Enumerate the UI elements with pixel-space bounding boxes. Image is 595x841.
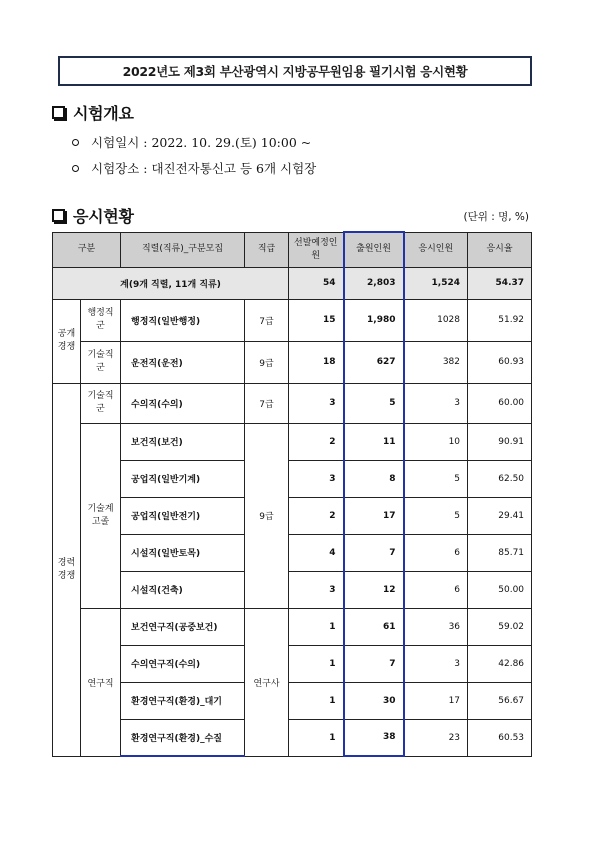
row-job: 수의연구직(수의) [121,645,245,682]
table-row [53,534,532,571]
section-overview-heading: 시험개요 [73,104,134,123]
header-rate: 응시율 [468,232,532,267]
header-plan: 선발예정인원 [289,232,344,267]
total-attended: 1,524 [404,267,468,299]
section-status [52,204,134,227]
row-plan: 3 [289,460,344,497]
circle-bullet-icon [72,139,79,146]
row-attended: 17 [404,682,468,719]
total-label: 계(9개 직렬, 11개 직류) [53,267,289,299]
row-applied: 8 [344,460,404,497]
row-rate: 56.67 [468,682,532,719]
table-row [53,383,532,423]
row-job: 환경연구직(환경)_대기 [121,682,245,719]
row-job: 공업직(일반기계) [121,460,245,497]
header-grade: 직급 [245,232,289,267]
row-applied: 7 [344,645,404,682]
row-applied: 30 [344,682,404,719]
row-applied: 7 [344,534,404,571]
group-tech: 기술직군 [81,341,121,383]
total-rate: 54.37 [468,267,532,299]
table-total-row [53,267,532,299]
row-attended: 23 [404,719,468,756]
row-rate: 60.00 [468,383,532,423]
row-applied: 38 [344,719,404,756]
group-tech2: 기술직군 [81,383,121,423]
unit-note: (단위 : 명, %) [463,211,529,223]
group-career: 경력경쟁 [53,383,81,756]
row-attended: 6 [404,571,468,608]
table-row [53,719,532,756]
checkbox-square-icon [52,106,65,119]
row-rate: 29.41 [468,497,532,534]
row-rate: 60.93 [468,341,532,383]
row-job: 시설직(건축) [121,571,245,608]
total-plan: 54 [289,267,344,299]
circle-bullet-icon [72,165,79,172]
table-row [53,460,532,497]
row-plan: 15 [289,299,344,341]
total-applied: 2,803 [344,267,404,299]
row-attended: 1028 [404,299,468,341]
row-plan: 1 [289,645,344,682]
header-applied: 출원인원 [344,232,404,267]
row-applied: 627 [344,341,404,383]
row-grade: 9급 [245,423,289,608]
section-status-heading: 응시현황 [73,207,134,226]
row-job: 시설직(일반토목) [121,534,245,571]
row-attended: 3 [404,645,468,682]
row-job: 보건직(보건) [121,423,245,460]
row-rate: 50.00 [468,571,532,608]
row-rate: 42.86 [468,645,532,682]
group-admin: 행정직군 [81,299,121,341]
bullet-exam-date-text: 시험일시 : 2022. 10. 29.(토) 10:00 ~ [91,135,312,150]
row-rate: 51.92 [468,299,532,341]
row-grade: 7급 [245,299,289,341]
row-plan: 1 [289,608,344,645]
row-plan: 2 [289,423,344,460]
row-applied: 61 [344,608,404,645]
bullet-exam-date [72,133,311,151]
row-plan: 18 [289,341,344,383]
row-applied: 5 [344,383,404,423]
row-plan: 1 [289,719,344,756]
table-row [53,341,532,383]
table-row [53,497,532,534]
row-attended: 5 [404,460,468,497]
row-job: 운전직(운전) [121,341,245,383]
row-job: 환경연구직(환경)_수질 [121,719,245,756]
table-row [53,423,532,460]
row-attended: 36 [404,608,468,645]
group-research: 연구직 [81,608,121,756]
row-grade: 7급 [245,383,289,423]
row-applied: 12 [344,571,404,608]
row-applied: 17 [344,497,404,534]
row-rate: 85.71 [468,534,532,571]
table-row [53,299,532,341]
row-grade: 연구사 [245,608,289,756]
row-job: 행정직(일반행정) [121,299,245,341]
row-job: 공업직(일반전기) [121,497,245,534]
table-header-row [53,232,532,267]
table-row [53,571,532,608]
row-rate: 90.91 [468,423,532,460]
row-plan: 1 [289,682,344,719]
row-job: 보건연구직(공중보건) [121,608,245,645]
group-open: 공개경쟁 [53,299,81,383]
row-attended: 10 [404,423,468,460]
row-rate: 59.02 [468,608,532,645]
row-attended: 382 [404,341,468,383]
row-rate: 62.50 [468,460,532,497]
row-applied: 1,980 [344,299,404,341]
row-attended: 5 [404,497,468,534]
table-row [53,682,532,719]
section-overview [52,101,134,124]
table-row [53,608,532,645]
row-plan: 4 [289,534,344,571]
document-title: 2022년도 제3회 부산광역시 지방공무원임용 필기시험 응시현황 [58,56,532,86]
header-job: 직렬(직류)_구분모집 [121,232,245,267]
header-attended: 응시인원 [404,232,468,267]
row-attended: 3 [404,383,468,423]
row-rate: 60.53 [468,719,532,756]
bullet-exam-site-text: 시험장소 : 대진전자통신고 등 6개 시험장 [91,161,317,176]
row-job: 수의직(수의) [121,383,245,423]
row-attended: 6 [404,534,468,571]
group-techhs: 기술계고졸 [81,423,121,608]
header-gubun: 구분 [53,232,121,267]
bullet-exam-site [72,159,316,177]
row-grade: 9급 [245,341,289,383]
row-plan: 2 [289,497,344,534]
row-applied: 11 [344,423,404,460]
status-table [52,231,532,757]
row-plan: 3 [289,383,344,423]
row-plan: 3 [289,571,344,608]
table-row [53,645,532,682]
checkbox-square-icon [52,209,65,222]
